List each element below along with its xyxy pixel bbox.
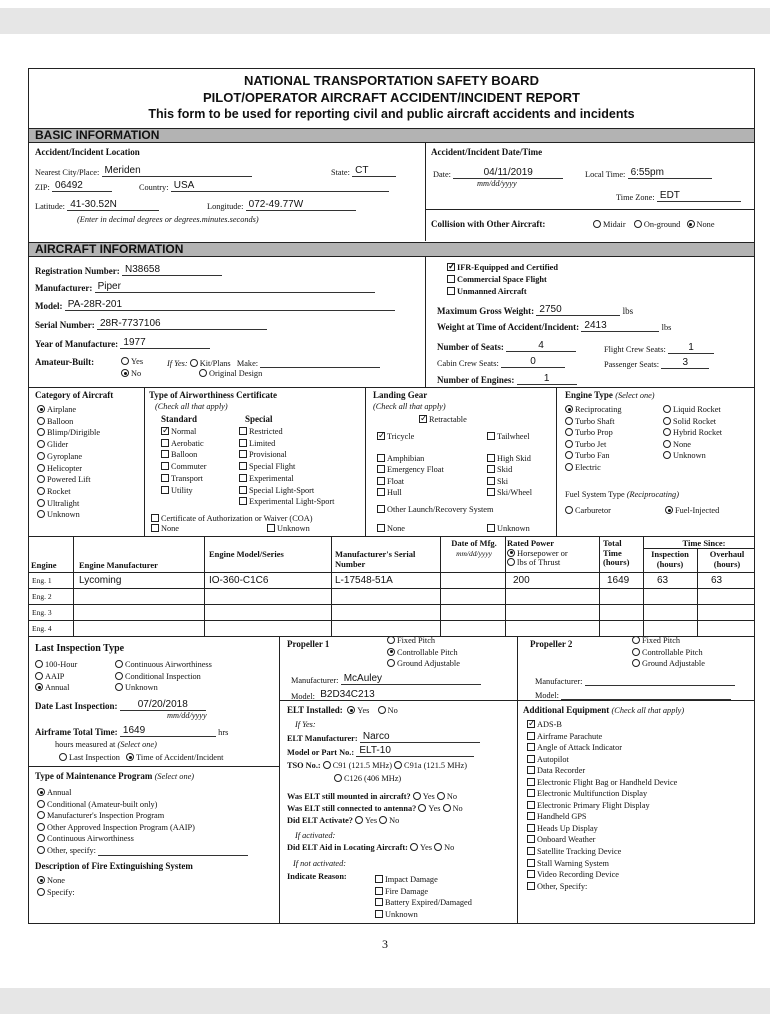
report-subtitle: This form to be used for reporting civil and public aircraft accidents and incidents: [148, 107, 635, 121]
gear-retract: ✓Retractable: [419, 415, 467, 424]
engine-1-mfr[interactable]: Lycoming: [79, 575, 122, 586]
cert-note: (Check all that apply): [155, 402, 228, 411]
engine-1-total[interactable]: 1649: [607, 575, 630, 586]
collision-midair-radio[interactable]: [593, 220, 601, 228]
scan-band-bottom: [0, 988, 770, 1014]
gear-unknown-checkbox[interactable]: [487, 524, 495, 532]
cert-specialflight-checkbox[interactable]: [239, 462, 247, 470]
insp-unknown-radio[interactable]: [115, 683, 123, 691]
equip-recorder-checkbox[interactable]: [527, 766, 535, 774]
longitude-field[interactable]: 072-49.77W: [246, 199, 356, 211]
gear-list-left: Amphibian Emergency Float Float Hull: [377, 453, 444, 498]
state-row: State: CT: [331, 165, 396, 177]
serial-row: Serial Number: 28R-7737106: [35, 318, 267, 330]
connected-yes-radio[interactable]: [418, 804, 426, 812]
measured-row: hours measured at (Select one): [55, 740, 157, 749]
engine-turbofan-radio[interactable]: [565, 451, 573, 459]
cert-utility-checkbox[interactable]: [161, 486, 169, 494]
fuel-carb: Carburetor: [565, 506, 611, 515]
airframe-field[interactable]: 1649: [120, 725, 216, 737]
prop2-mfr-field[interactable]: [585, 675, 735, 686]
thrust-radio[interactable]: [507, 558, 515, 566]
engine-2-n: Eng. 2: [32, 592, 52, 601]
time-row: Local Time: 6:55pm: [585, 167, 712, 179]
measured-last-radio[interactable]: [59, 753, 67, 761]
cert-balloon-checkbox[interactable]: [161, 450, 169, 458]
report-form: [28, 68, 755, 924]
cabin-crew-field[interactable]: 0: [501, 356, 565, 368]
category-poweredlift-radio[interactable]: [37, 475, 45, 483]
locate-yes-radio[interactable]: [410, 843, 418, 851]
elt-yes-radio[interactable]: [347, 706, 355, 714]
mgw-field[interactable]: 2750: [536, 304, 620, 316]
amateur-no-radio[interactable]: [121, 369, 129, 377]
cert-aerobatic-checkbox[interactable]: [161, 439, 169, 447]
serial-field[interactable]: 28R-7737106: [97, 318, 267, 330]
elt-connected-row: Was ELT still connected to antenna? Yes No: [287, 804, 463, 813]
inspection-list-left: 100-Hour AAIP Annual: [35, 659, 77, 694]
last-insp-field[interactable]: 07/20/2018: [120, 699, 206, 711]
locate-no-radio[interactable]: [434, 843, 442, 851]
engine-1-n: Eng. 1: [32, 576, 52, 585]
gear-ski-checkbox[interactable]: [487, 477, 495, 485]
category-title: Category of Aircraft: [35, 390, 114, 400]
passenger-row: Passenger Seats: 3: [604, 357, 709, 369]
equip-autopilot-checkbox[interactable]: [527, 755, 535, 763]
prop2-controllable-radio[interactable]: [632, 648, 640, 656]
equip-other-checkbox[interactable]: [527, 882, 535, 890]
fire-specify-radio[interactable]: [37, 888, 45, 896]
manufacturer-field[interactable]: Piper: [95, 281, 375, 293]
city-row: Nearest City/Place: Meriden: [35, 165, 252, 177]
category-ultralight-radio[interactable]: [37, 499, 45, 507]
measured-options: Last Inspection Time of Accident/Incident: [59, 753, 223, 762]
ifr-checkbox[interactable]: [447, 263, 455, 271]
prop2-mfr-row: Manufacturer:: [535, 675, 735, 686]
amateur-label: Amateur-Built:: [35, 357, 95, 367]
elt-tso-c126: C126 (406 MHz): [334, 774, 401, 783]
category-rocket-radio[interactable]: [37, 487, 45, 495]
cabin-crew-row: Cabin Crew Seats: 0: [437, 356, 565, 368]
engine-type-left: Reciprocating Turbo Shaft Turbo Prop Turbo Jet Turbo Fan Electric: [565, 404, 622, 473]
elt-tso-row: TSO No.: C91 (121.5 MHz) C91a (121.5 MHz): [287, 761, 467, 770]
equip-gps-checkbox[interactable]: [527, 812, 535, 820]
col-total: Total Time (hours): [603, 538, 630, 567]
cert-restricted-checkbox[interactable]: [239, 427, 247, 435]
engine-turboshaft-radio[interactable]: [565, 417, 573, 425]
hp-radio[interactable]: [507, 549, 515, 557]
elt-ifnot: If not activated:: [293, 859, 346, 868]
elt-mfr-field[interactable]: Narco: [360, 731, 480, 743]
fire-none-radio[interactable]: [37, 876, 45, 884]
reason-unknown-checkbox[interactable]: [375, 910, 383, 918]
category-blimp-radio[interactable]: [37, 428, 45, 436]
agency-title: NATIONAL TRANSPORTATION SAFETY BOARD: [244, 73, 539, 88]
latitude-field[interactable]: 41-30.52N: [67, 199, 159, 211]
fire-list: None Specify:: [37, 875, 75, 898]
cert-experimental-checkbox[interactable]: [239, 474, 247, 482]
state-field[interactable]: CT: [352, 165, 396, 177]
cert-special: Special: [245, 414, 273, 424]
col-model: Engine Model/Series: [209, 549, 284, 559]
prop1-list: Fixed Pitch Controllable Pitch Ground Adjustable: [387, 635, 460, 670]
category-helicopter-radio[interactable]: [37, 464, 45, 472]
model-field[interactable]: PA-28R-201: [65, 299, 395, 311]
country-row: Country: USA: [139, 180, 389, 192]
measured-accident-radio[interactable]: [126, 753, 134, 761]
gear-tricycle: ✓Tricycle: [377, 432, 414, 441]
cert-provisional-checkbox[interactable]: [239, 450, 247, 458]
engine-1-ovh[interactable]: 63: [711, 575, 723, 586]
maint-other-radio[interactable]: [37, 846, 45, 854]
zip-row: ZIP: 06492: [35, 180, 112, 192]
commercial-checkbox[interactable]: [447, 275, 455, 283]
inspection-title: Last Inspection Type: [35, 643, 125, 654]
latitude-row: Latitude: 41-30.52N: [35, 199, 159, 211]
col-manufacturer: Engine Manufacturer: [79, 560, 158, 570]
fuel-fi-radio[interactable]: [665, 506, 673, 514]
coa-checkbox[interactable]: [151, 514, 159, 522]
amateur-yes: Yes: [121, 357, 143, 366]
flight-crew-field[interactable]: 1: [668, 342, 714, 354]
col-overhaul: Overhaul (hours): [709, 549, 745, 569]
category-unknown-radio[interactable]: [37, 510, 45, 518]
elt-no-radio[interactable]: [378, 706, 386, 714]
elt-locate-row: Did ELT Aid in Locating Aircraft: Yes No: [287, 843, 455, 852]
category-airplane-radio[interactable]: [37, 405, 45, 413]
tso-c91-radio[interactable]: [323, 761, 331, 769]
elt-mounted-row: Was ELT still mounted in aircraft? Yes No: [287, 792, 458, 801]
cert-elsa-checkbox[interactable]: [239, 497, 247, 505]
engine-type-right: Liquid Rocket Solid Rocket Hybrid Rocket None Unknown: [663, 404, 722, 462]
prop1-mfr-row: Manufacturer: McAuley: [291, 673, 481, 685]
maint-manufacturer-radio[interactable]: [37, 811, 45, 819]
gear-unknown: Unknown: [487, 524, 530, 533]
gear-note: (Check all that apply): [373, 402, 446, 411]
elt-model-field[interactable]: ELT-10: [356, 745, 474, 757]
seats-row: Number of Seats: 4: [437, 340, 576, 352]
page-number: 3: [382, 937, 388, 951]
commercial-row: Commercial Space Flight: [447, 275, 547, 284]
passenger-field[interactable]: 3: [661, 357, 709, 369]
col-date: Date of Mfg. mm/dd/yyyy: [451, 538, 497, 558]
gear-other: Other Launch/Recovery System: [377, 505, 493, 514]
engine-turbojet-radio[interactable]: [565, 440, 573, 448]
prop1-ground-radio[interactable]: [387, 659, 395, 667]
elt-mfr-row: ELT Manufacturer: Narco: [287, 731, 480, 743]
col-power: Rated Power Horsepower or lbs of Thrust: [507, 538, 568, 567]
gear-list-right: High Skid Skid Ski Ski/Wheel: [487, 453, 532, 498]
gear-tailwheel: Tailwheel: [487, 432, 530, 441]
engine-3-n: Eng. 3: [32, 608, 52, 617]
equip-stall-checkbox[interactable]: [527, 859, 535, 867]
gear-skid-checkbox[interactable]: [487, 465, 495, 473]
engine-electric-radio[interactable]: [565, 463, 573, 471]
ifr-row: ✓IFR-Equipped and Certified: [447, 263, 558, 272]
connected-no-radio[interactable]: [443, 804, 451, 812]
equip-list: ✓ADS-B Airframe Parachute Angle of Attack Indicator Autopilot Data Recorder Electronic Flight Bag or Handheld Device Electronic Multifunction Display Electronic Primary Flight Display Handheld GPS Heads Up Display Onboard Weather Satellite Tracking Device Stall Warning System Video Recording Device Other, Specify:: [527, 719, 677, 892]
maint-continuous-radio[interactable]: [37, 834, 45, 842]
longitude-row: Longitude: 072-49.77W: [207, 199, 356, 211]
col-since: Time Since:: [682, 538, 726, 548]
equip-adsb-checkbox[interactable]: [527, 720, 535, 728]
fuel-fi: Fuel-Injected: [665, 506, 719, 515]
weight-field[interactable]: 2413: [581, 320, 659, 332]
prop2-model-row: Model:: [535, 689, 731, 700]
fuel-carb-radio[interactable]: [565, 506, 573, 514]
city-field[interactable]: Meriden: [102, 165, 252, 177]
cert-unknown-checkbox[interactable]: [267, 524, 275, 532]
cert-normal-checkbox[interactable]: [161, 427, 169, 435]
tso-c91a-radio[interactable]: [394, 761, 402, 769]
engine-hybridrocket-radio[interactable]: [663, 428, 671, 436]
cert-none-checkbox[interactable]: [151, 524, 159, 532]
prop2-fixed-radio[interactable]: [632, 636, 640, 644]
prop1-model-row: Model: B2D34C213: [291, 689, 447, 701]
cert-transport-checkbox[interactable]: [161, 474, 169, 482]
seats-field[interactable]: 4: [506, 340, 576, 352]
timezone-row: Time Zone: EDT: [616, 190, 741, 202]
timezone-field[interactable]: EDT: [657, 190, 741, 202]
coord-note: (Enter in decimal degrees or degrees.minutes.seconds): [77, 215, 259, 224]
original-design: Original Design: [199, 369, 262, 378]
col-engine: Engine: [31, 560, 57, 570]
gear-highskid-checkbox[interactable]: [487, 454, 495, 462]
model-row: Model: PA-28R-201: [35, 299, 395, 311]
engine-type-title: Engine Type (Select one): [565, 390, 655, 400]
cert-unknown: Unknown: [267, 524, 310, 533]
location-title: Accident/Incident Location: [35, 147, 140, 157]
equip-parachute-checkbox[interactable]: [527, 732, 535, 740]
category-glider-radio[interactable]: [37, 440, 45, 448]
mounted-yes-radio[interactable]: [413, 792, 421, 800]
year-row: Year of Manufacture: 1977: [35, 337, 210, 349]
category-gyroplane-radio[interactable]: [37, 452, 45, 460]
elt-indicate: Indicate Reason:: [287, 872, 347, 881]
flight-crew-row: Flight Crew Seats: 1: [604, 342, 714, 354]
gear-title: Landing Gear: [373, 390, 428, 400]
equip-weather-checkbox[interactable]: [527, 835, 535, 843]
manufacturer-row: Manufacturer: Piper: [35, 281, 375, 293]
insp-100hr-radio[interactable]: [35, 660, 43, 668]
reason-fire-checkbox[interactable]: [375, 887, 383, 895]
year-field[interactable]: 1977: [120, 337, 210, 349]
equip-hud-checkbox[interactable]: [527, 824, 535, 832]
equip-mfd-checkbox[interactable]: [527, 789, 535, 797]
date-field[interactable]: 04/11/2019: [453, 167, 563, 179]
engine-solidrocket-radio[interactable]: [663, 417, 671, 425]
engine-turboprop-radio[interactable]: [565, 428, 573, 436]
activate-yes-radio[interactable]: [355, 816, 363, 824]
elt-ifyes: If Yes:: [295, 720, 316, 729]
amateur-ifyes: If Yes: Kit/Plans Make:: [167, 357, 380, 368]
insp-annual-radio[interactable]: [35, 683, 43, 691]
inspection-list-right: Continuous Airworthiness Conditional Inspection Unknown: [115, 659, 212, 694]
gear-tailwheel-checkbox[interactable]: [487, 432, 495, 440]
report-title: PILOT/OPERATOR AIRCRAFT ACCIDENT/INCIDENT REPORT: [203, 90, 580, 105]
collision-options: Midair On-ground None: [593, 220, 715, 229]
cert-special-list: Restricted Limited Provisional Special Flight Experimental Special Light-Sport Experimental Light-Sport: [239, 426, 335, 508]
maint-conditional-radio[interactable]: [37, 800, 45, 808]
gear-none-checkbox[interactable]: [377, 524, 385, 532]
maint-list: Annual Conditional (Amateur-built only) Manufacturer's Inspection Program Other Approved Inspection Program (AAIP) Continuous Airworthiness Other, specify:: [37, 787, 248, 856]
prop2-list: Fixed Pitch Controllable Pitch Ground Adjustable: [632, 635, 705, 670]
col-serial: Manufacturer's Serial Number: [335, 549, 416, 569]
mounted-no-radio[interactable]: [437, 792, 445, 800]
kit-radio[interactable]: [190, 359, 198, 367]
cert-coa: Certificate of Authorization or Waiver (COA): [151, 514, 312, 523]
gear-tricycle-checkbox[interactable]: [377, 432, 385, 440]
category-balloon-radio[interactable]: [37, 417, 45, 425]
gear-float-checkbox[interactable]: [377, 477, 385, 485]
scan-band-top: [0, 8, 770, 34]
amateur-no: No: [121, 369, 141, 378]
engines-field[interactable]: 1: [517, 373, 577, 385]
prop1-title: Propeller 1: [287, 639, 330, 649]
equip-pfd-checkbox[interactable]: [527, 801, 535, 809]
airframe-row: Airframe Total Time: 1649 hrs: [35, 725, 229, 737]
equip-efb-checkbox[interactable]: [527, 778, 535, 786]
gear-skiwheel-checkbox[interactable]: [487, 488, 495, 496]
engine-1-model[interactable]: IO-360-C1C6: [209, 575, 269, 586]
engine-1-insp[interactable]: 63: [657, 575, 669, 586]
elt-model-row: Model or Part No.: ELT-10: [287, 745, 474, 757]
engine-4-n: Eng. 4: [32, 624, 52, 633]
gear-hull-checkbox[interactable]: [377, 488, 385, 496]
collision-onground-radio[interactable]: [634, 220, 642, 228]
elt-ifact: If activated:: [295, 831, 336, 840]
equip-video-checkbox[interactable]: [527, 870, 535, 878]
cert-limited-checkbox[interactable]: [239, 439, 247, 447]
gear-other-checkbox[interactable]: [377, 505, 385, 513]
prop2-model-field[interactable]: [561, 689, 731, 700]
prop1-mfr-field[interactable]: McAuley: [341, 673, 481, 685]
col-inspection: Inspection (hours): [651, 549, 689, 569]
collision-label: Collision with Other Aircraft:: [431, 219, 546, 229]
fire-title: Description of Fire Extinguishing System: [35, 861, 193, 871]
category-list: Airplane Balloon Blimp/Dirigible Glider Gyroplane Helicopter Powered Lift Rocket Ultralight Unknown: [37, 404, 100, 521]
tso-c126-radio[interactable]: [334, 774, 342, 782]
last-insp-row: Date Last Inspection: 07/20/2018: [35, 699, 206, 711]
elt-activate-row: Did ELT Activate? Yes No: [287, 816, 400, 825]
reason-battery-checkbox[interactable]: [375, 898, 383, 906]
unmanned-row: Unmanned Aircraft: [447, 287, 527, 296]
cert-title: Type of Airworthiness Certificate: [149, 390, 278, 400]
original-design-radio[interactable]: [199, 369, 207, 377]
registration-row: Registration Number: N38658: [35, 264, 222, 276]
country-field[interactable]: USA: [171, 180, 389, 192]
engine-liquidrocket-radio[interactable]: [663, 405, 671, 413]
prop2-ground-radio[interactable]: [632, 659, 640, 667]
fuel-title: Fuel System Type (Reciprocating): [565, 490, 679, 499]
date-format: mm/dd/yyyy: [477, 179, 517, 188]
unmanned-checkbox[interactable]: [447, 287, 455, 295]
cert-lsa-checkbox[interactable]: [239, 486, 247, 494]
prop2-title: Propeller 2: [530, 639, 573, 649]
insp-continuous-radio[interactable]: [115, 660, 123, 668]
datetime-title: Accident/Incident Date/Time: [431, 147, 543, 157]
zip-field[interactable]: 06492: [52, 180, 112, 192]
gear-amphib-checkbox[interactable]: [377, 454, 385, 462]
maint-annual-radio[interactable]: [37, 788, 45, 796]
elt-reasons: Impact Damage Fire Damage Battery Expired/Damaged Unknown: [375, 874, 472, 920]
gear-emfloat-checkbox[interactable]: [377, 465, 385, 473]
equip-aoa-checkbox[interactable]: [527, 743, 535, 751]
cert-none: None: [151, 524, 179, 533]
time-field[interactable]: 6:55pm: [628, 167, 712, 179]
insp-conditional-radio[interactable]: [115, 672, 123, 680]
aircraft-info-header: AIRCRAFT INFORMATION: [29, 242, 754, 257]
mgw-row: Maximum Gross Weight: 2750 lbs: [437, 304, 634, 316]
gear-none: None: [377, 524, 405, 533]
insp-aaip-radio[interactable]: [35, 672, 43, 680]
activate-no-radio[interactable]: [379, 816, 387, 824]
equip-satellite-checkbox[interactable]: [527, 847, 535, 855]
basic-info-header: BASIC INFORMATION: [29, 128, 754, 143]
weight-row: Weight at Time of Accident/Incident: 2413 lbs: [437, 320, 672, 332]
engine-1-serial[interactable]: L-17548-51A: [335, 575, 393, 586]
engine-1-power[interactable]: 200: [513, 575, 530, 586]
cert-standard-list: ✓Normal Aerobatic Balloon Commuter Transport Utility: [161, 426, 207, 496]
cert-commuter-checkbox[interactable]: [161, 462, 169, 470]
amateur-yes-radio[interactable]: [121, 357, 129, 365]
prop1-controllable-radio[interactable]: [387, 648, 395, 656]
collision-none-radio[interactable]: [687, 220, 695, 228]
engines-row: Number of Engines: 1: [437, 373, 577, 385]
last-insp-format: mm/dd/yyyy: [167, 711, 207, 720]
equip-title: Additional Equipment (Check all that apply): [523, 705, 685, 715]
cert-standard: Standard: [161, 414, 198, 424]
reason-impact-checkbox[interactable]: [375, 875, 383, 883]
prop1-fixed-radio[interactable]: [387, 636, 395, 644]
engine-recip-radio[interactable]: [565, 405, 573, 413]
engine-unknown-radio[interactable]: [663, 451, 671, 459]
date-row: Date: 04/11/2019: [433, 167, 563, 179]
registration-field[interactable]: N38658: [122, 264, 222, 276]
engine-none-radio[interactable]: [663, 440, 671, 448]
elt-installed-row: ELT Installed: Yes No: [287, 705, 398, 715]
prop1-model-field[interactable]: B2D34C213: [317, 689, 447, 701]
gear-retract-checkbox[interactable]: [419, 415, 427, 423]
maint-aaip-radio[interactable]: [37, 823, 45, 831]
maint-title: Type of Maintenance Program (Select one): [35, 771, 195, 781]
